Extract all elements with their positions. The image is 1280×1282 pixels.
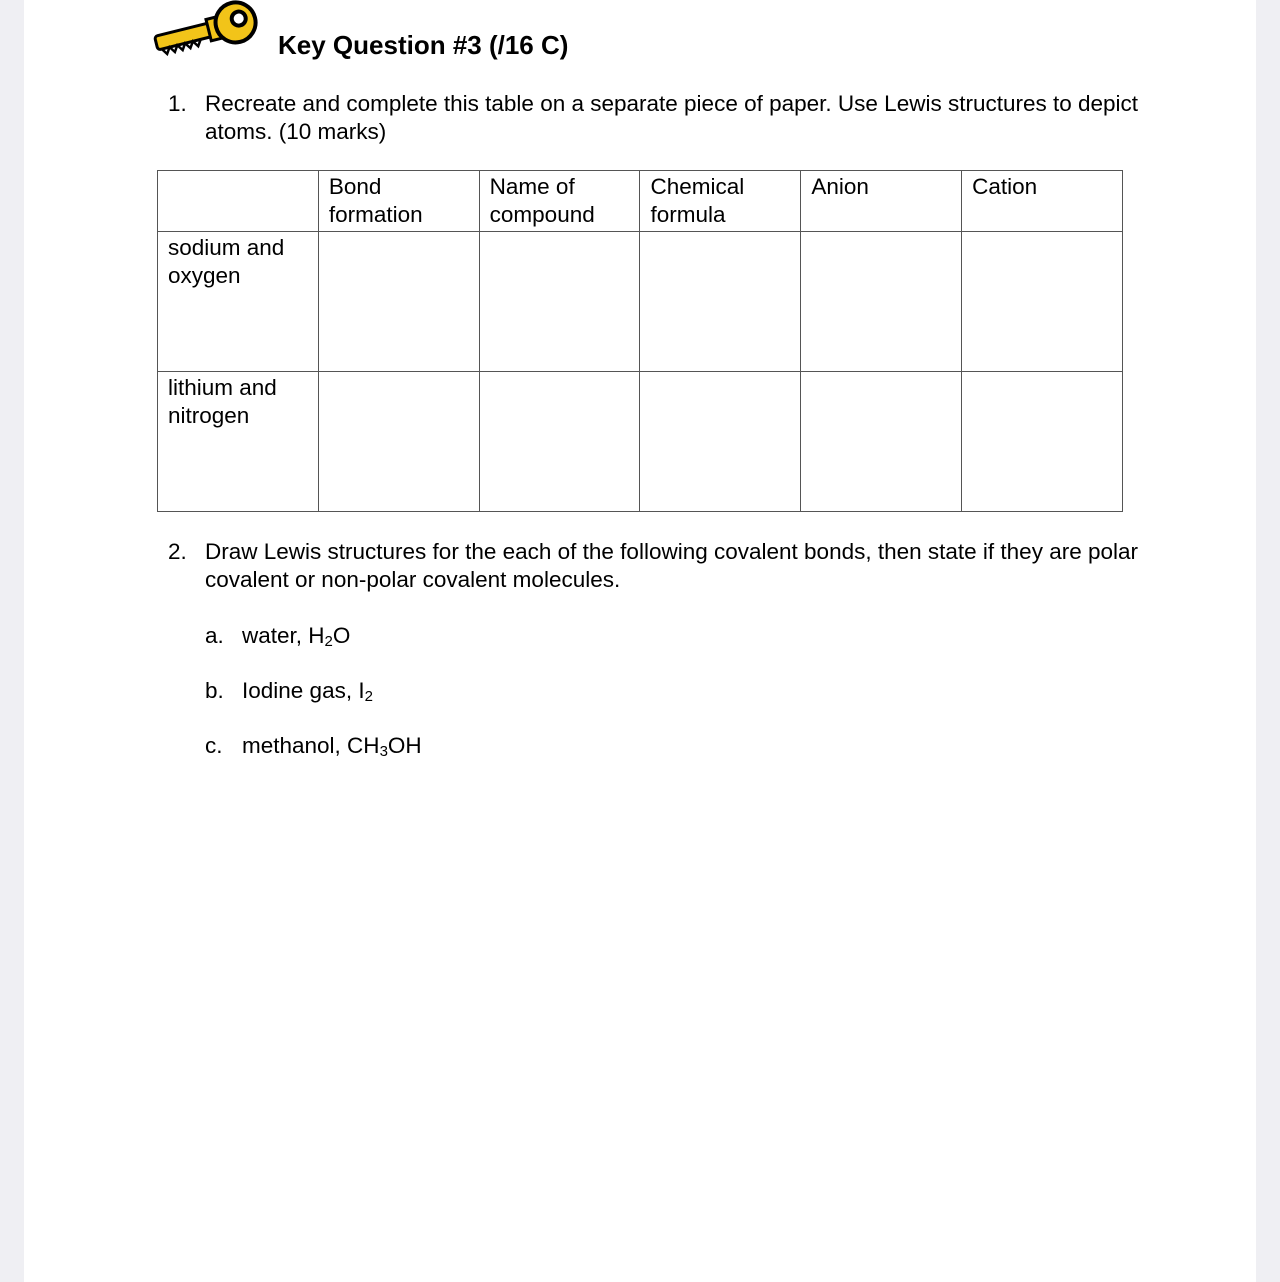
question-1 xyxy=(168,90,1168,150)
table-header-cell: Name of compound xyxy=(479,171,640,232)
page-title: Key Question #3 (/16 C) xyxy=(278,30,569,60)
table-header-cell: Cation xyxy=(962,171,1123,232)
question-2-text: Draw Lewis structures for the each of the following covalent bonds, then state if they are polar covalent or non-polar covalent molecules. xyxy=(205,539,1139,592)
key-icon xyxy=(148,0,262,56)
table-row-label: lithium and nitrogen xyxy=(158,372,319,512)
list-item-text xyxy=(242,677,373,705)
table-cell xyxy=(640,372,801,512)
table-cell xyxy=(318,372,479,512)
item-subscript: 3 xyxy=(379,743,388,760)
table-cell xyxy=(640,232,801,372)
list-item-letter: b. xyxy=(205,678,224,703)
question-2 xyxy=(168,538,1168,598)
item-text-after: OH xyxy=(387,733,422,758)
table-cell xyxy=(801,232,962,372)
question-1-number: 1. xyxy=(168,91,187,116)
item-subscript: 2 xyxy=(364,688,373,705)
list-item-text xyxy=(242,732,422,760)
item-text-after: O xyxy=(332,623,351,648)
table-cell xyxy=(479,372,640,512)
table-cell xyxy=(479,232,640,372)
table-row-label: sodium and oxygen xyxy=(158,232,319,372)
table-cell xyxy=(962,372,1123,512)
table-cell xyxy=(962,232,1123,372)
table-row xyxy=(158,372,1123,512)
table-header-cell xyxy=(158,171,319,232)
table-cell xyxy=(801,372,962,512)
table-header-cell: Anion xyxy=(801,171,962,232)
item-subscript: 2 xyxy=(324,633,333,650)
list-item-letter: c. xyxy=(205,733,223,758)
table-header-cell: Bond formation xyxy=(318,171,479,232)
answer-table xyxy=(157,170,1123,512)
list-item-letter: a. xyxy=(205,623,224,648)
question-1-text: Recreate and complete this table on a separate piece of paper. Use Lewis structures to depict atoms. (10 marks) xyxy=(205,91,1139,144)
item-text-before: methanol, CH xyxy=(242,733,380,758)
list-item-text xyxy=(242,622,350,650)
item-text-before: water, H xyxy=(242,623,325,648)
table-cell xyxy=(318,232,479,372)
table-header-row xyxy=(158,171,1123,232)
table-row xyxy=(158,232,1123,372)
table-header-cell: Chemical formula xyxy=(640,171,801,232)
question-2-number: 2. xyxy=(168,539,187,564)
item-text-before: Iodine gas, I xyxy=(242,678,365,703)
